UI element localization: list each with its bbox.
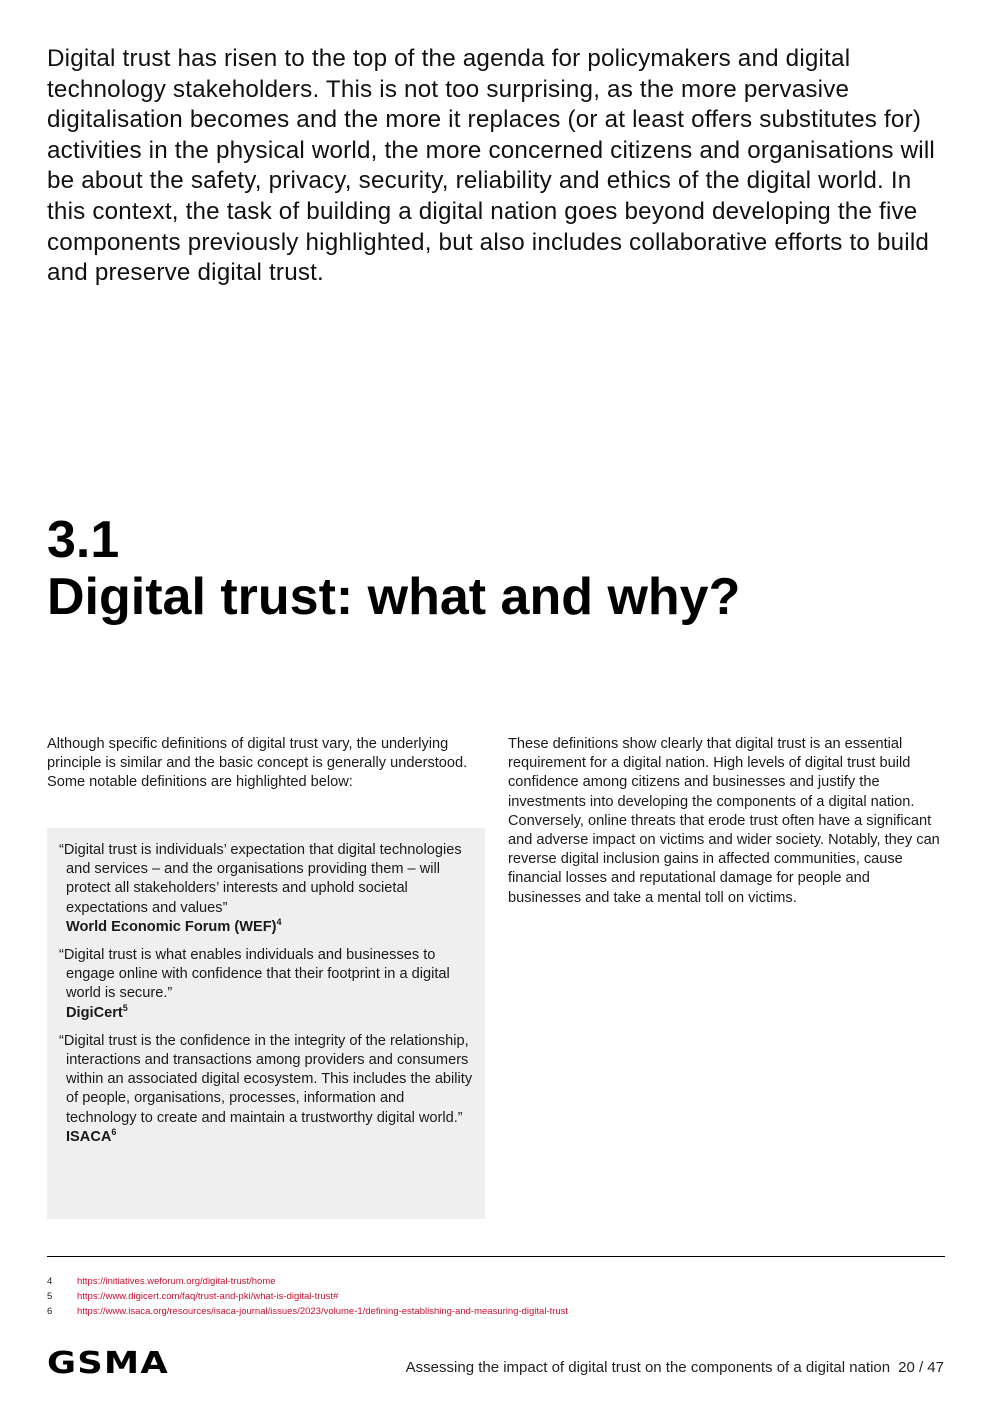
footnotes <box>47 1274 945 1319</box>
footnote-link[interactable]: https://www.digicert.com/faq/trust-and-pki/what-is-digital-trust# <box>77 1291 339 1302</box>
footnote-link[interactable]: https://initiatives.weforum.org/digital-trust/home <box>77 1276 276 1287</box>
definitions-box <box>47 828 485 1219</box>
left-column-paragraph: Although specific definitions of digital trust vary, the underlying principle is similar and the basic concept is generally understood. Some notable definitions are highlighted below: <box>47 736 468 791</box>
definition-quote-isaca <box>59 1032 473 1147</box>
quote-text: “Digital trust is the confidence in the integrity of the relationship, interactions and transactions among providers and consumers within an associated digital ecosystem. This includes the ability of people, organisations, processes, information and technology to create and maintain a trustworthy digital world.” <box>59 1032 473 1126</box>
quote-text: “Digital trust is individuals’ expectation that digital technologies and services – and the organisations providing them – will protect all stakeholders’ interests and uphold societal expectations and values” <box>59 842 462 916</box>
page-footer <box>406 1358 944 1378</box>
footnote-number: 4 <box>47 1276 53 1287</box>
quote-source-name: World Economic Forum (WEF) <box>66 918 277 935</box>
footnote-link[interactable]: https://www.isaca.org/resources/isaca-journal/issues/2023/volume-1/defining-establishing-and-measuring-digital-trust <box>77 1306 569 1317</box>
footnote-divider <box>47 1256 945 1257</box>
section-number: 3.1 <box>47 511 120 569</box>
footnote-item <box>47 1289 945 1304</box>
left-column <box>47 735 487 793</box>
definition-quote-wef <box>59 841 473 937</box>
footnote-item <box>47 1304 945 1319</box>
footnote-number: 5 <box>47 1291 53 1302</box>
quote-source <box>59 1128 473 1147</box>
footnote-item <box>47 1274 945 1289</box>
quote-source-name: ISACA <box>66 1128 112 1145</box>
right-column-paragraph: These definitions show clearly that digital trust is an essential requirement for a digital nation. High levels of digital trust build confidence among citizens and businesses and justify the investments into developing the components of a digital nation. Conversely, online threats that erode trust often have a significant and adverse impact on victims and wider society. Notably, they can reverse digital inclusion gains in affected communities, cause financial losses and reputational damage for people and businesses and take a mental toll on victims. <box>508 736 940 906</box>
page-number: 20 / 47 <box>898 1359 944 1376</box>
document-title: Assessing the impact of digital trust on the components of a digital nation <box>405 1359 891 1376</box>
quote-text: “Digital trust is what enables individuals and businesses to engage online with confidence that their footprint in a digital world is secure.” <box>59 947 450 1002</box>
footnote-number: 6 <box>47 1306 53 1317</box>
right-column <box>508 735 943 908</box>
intro-paragraph: Digital trust has risen to the top of the agenda for policymakers and digital technology stakeholders. This is not too surprising, as the more pervasive digitalisation becomes and the more it replaces (or at least offers substitutes for) activities in the physical world, the more concerned citizens and organisations will be about the safety, privacy, security, reliability and ethics of the digital world. In this context, the task of building a digital nation goes beyond developing the five components previously highlighted, but also includes collaborative efforts to build and preserve digital trust. <box>47 45 935 287</box>
definition-quote-digicert <box>59 946 473 1023</box>
quote-source <box>59 1004 473 1023</box>
gsma-logo: GSMA <box>47 1345 169 1381</box>
quote-source <box>59 918 473 937</box>
section-title: Digital trust: what and why? <box>47 568 741 626</box>
footnote-ref[interactable]: 4 <box>276 916 282 927</box>
footnote-ref[interactable]: 6 <box>111 1126 117 1137</box>
quote-source-name: DigiCert <box>66 1004 123 1021</box>
footnote-ref[interactable]: 5 <box>122 1002 128 1013</box>
